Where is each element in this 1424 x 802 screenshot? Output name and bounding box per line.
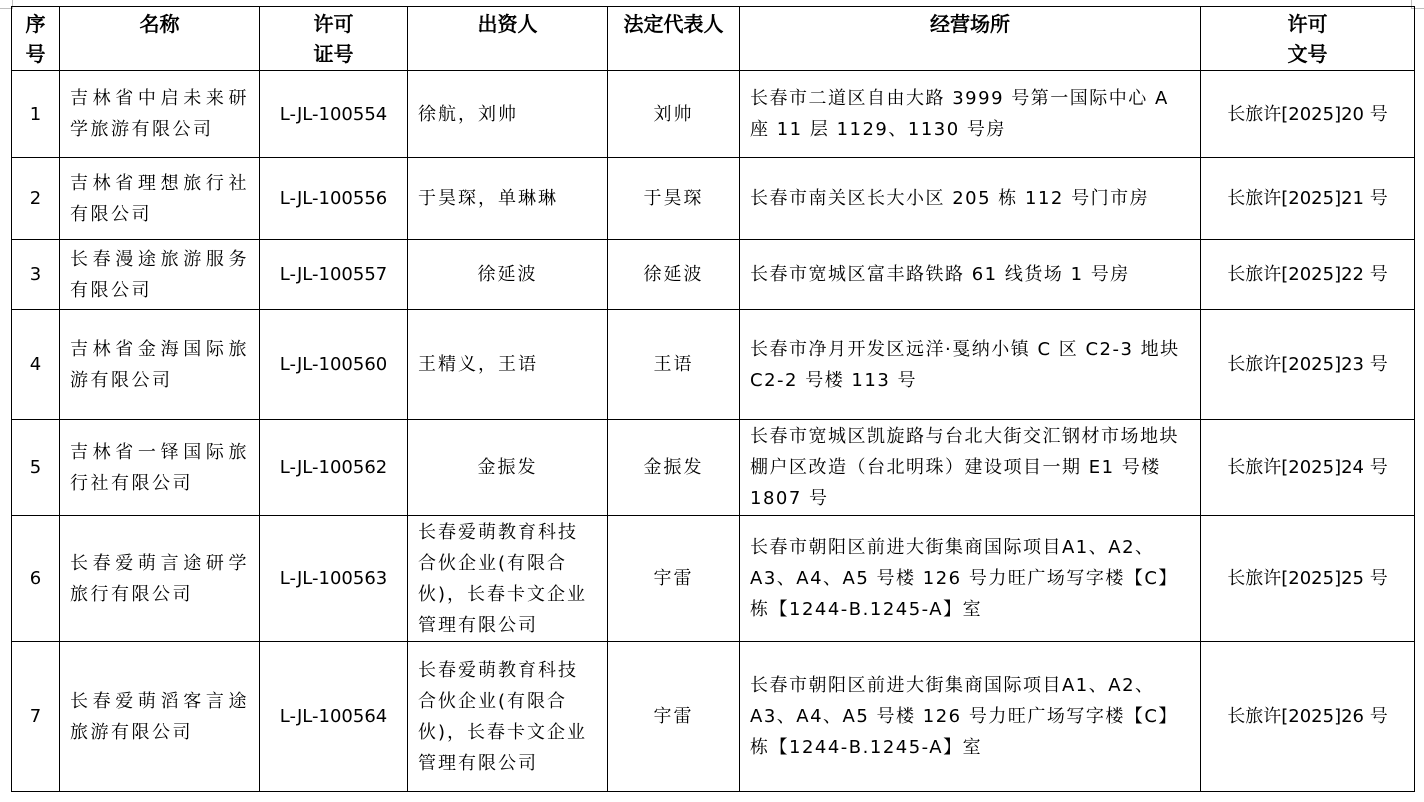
cell-legal-rep: 宇雷	[608, 642, 740, 792]
cell-license-no: L-JL-100563	[260, 516, 408, 642]
cell-name: 吉林省金海国际旅游有限公司	[60, 310, 260, 420]
table-row	[12, 642, 1415, 792]
cell-doc-no: 长旅许[2025]25 号	[1201, 516, 1415, 642]
table-header-row	[12, 7, 1415, 71]
cell-doc-no: 长旅许[2025]26 号	[1201, 642, 1415, 792]
table-row	[12, 71, 1415, 158]
cell-investor: 长春爱萌教育科技合伙企业(有限合伙)，长春卡文企业管理有限公司	[408, 516, 608, 642]
cell-seq: 5	[12, 420, 60, 516]
cell-legal-rep: 王语	[608, 310, 740, 420]
cell-name: 长春爱萌言途研学旅行有限公司	[60, 516, 260, 642]
cell-doc-no: 长旅许[2025]24 号	[1201, 420, 1415, 516]
cell-seq: 6	[12, 516, 60, 642]
cell-license-no: L-JL-100564	[260, 642, 408, 792]
cell-investor: 徐航，刘帅	[408, 71, 608, 158]
cell-license-no: L-JL-100560	[260, 310, 408, 420]
table-row	[12, 240, 1415, 310]
cell-legal-rep: 金振发	[608, 420, 740, 516]
header-license-no: 许可 证号	[260, 7, 408, 71]
cell-seq: 7	[12, 642, 60, 792]
cell-legal-rep: 宇雷	[608, 516, 740, 642]
cell-seq: 3	[12, 240, 60, 310]
cell-name: 吉林省理想旅行社有限公司	[60, 158, 260, 240]
cell-doc-no: 长旅许[2025]21 号	[1201, 158, 1415, 240]
cell-legal-rep: 刘帅	[608, 71, 740, 158]
cell-legal-rep: 于昊琛	[608, 158, 740, 240]
header-name: 名称	[60, 7, 260, 71]
cell-address: 长春市净月开发区远洋·戛纳小镇 C 区 C2-3 地块 C2-2 号楼 113 号	[740, 310, 1201, 420]
table-row	[12, 158, 1415, 240]
cell-license-no: L-JL-100557	[260, 240, 408, 310]
header-legal-rep: 法定代表人	[608, 7, 740, 71]
table-row	[12, 310, 1415, 420]
cell-investor: 长春爱萌教育科技合伙企业(有限合伙)，长春卡文企业管理有限公司	[408, 642, 608, 792]
cell-seq: 2	[12, 158, 60, 240]
cell-address: 长春市二道区自由大路 3999 号第一国际中心 A 座 11 层 1129、1130 号房	[740, 71, 1201, 158]
header-seq: 序 号	[12, 7, 60, 71]
cell-address: 长春市朝阳区前进大街集商国际项目A1、A2、A3、A4、A5 号楼 126 号力旺广场写字楼【C】栋【1244-B.1245-A】室	[740, 642, 1201, 792]
cell-address: 长春市南关区长大小区 205 栋 112 号门市房	[740, 158, 1201, 240]
cell-license-no: L-JL-100554	[260, 71, 408, 158]
cell-address: 长春市宽城区凯旋路与台北大街交汇钢材市场地块棚户区改造（台北明珠）建设项目一期 E1 号楼1807 号	[740, 420, 1201, 516]
table-row	[12, 516, 1415, 642]
header-address: 经营场所	[740, 7, 1201, 71]
cell-doc-no: 长旅许[2025]20 号	[1201, 71, 1415, 158]
cell-seq: 1	[12, 71, 60, 158]
cell-name: 吉林省中启未来研学旅游有限公司	[60, 71, 260, 158]
cell-doc-no: 长旅许[2025]23 号	[1201, 310, 1415, 420]
cell-doc-no: 长旅许[2025]22 号	[1201, 240, 1415, 310]
cell-legal-rep: 徐延波	[608, 240, 740, 310]
cell-investor: 金振发	[408, 420, 608, 516]
cell-license-no: L-JL-100556	[260, 158, 408, 240]
header-doc-no: 许可 文号	[1201, 7, 1415, 71]
cell-name: 长春漫途旅游服务有限公司	[60, 240, 260, 310]
cell-address: 长春市宽城区富丰路铁路 61 线货场 1 号房	[740, 240, 1201, 310]
table-row	[12, 420, 1415, 516]
cell-investor: 王精义，王语	[408, 310, 608, 420]
cell-license-no: L-JL-100562	[260, 420, 408, 516]
cell-name: 吉林省一铎国际旅行社有限公司	[60, 420, 260, 516]
travel-agency-license-table	[11, 6, 1415, 792]
cell-address: 长春市朝阳区前进大街集商国际项目A1、A2、A3、A4、A5 号楼 126 号力旺广场写字楼【C】栋【1244-B.1245-A】室	[740, 516, 1201, 642]
cell-investor: 于昊琛，单琳琳	[408, 158, 608, 240]
cell-investor: 徐延波	[408, 240, 608, 310]
header-investor: 出资人	[408, 7, 608, 71]
cell-name: 长春爱萌滔客言途旅游有限公司	[60, 642, 260, 792]
cell-seq: 4	[12, 310, 60, 420]
